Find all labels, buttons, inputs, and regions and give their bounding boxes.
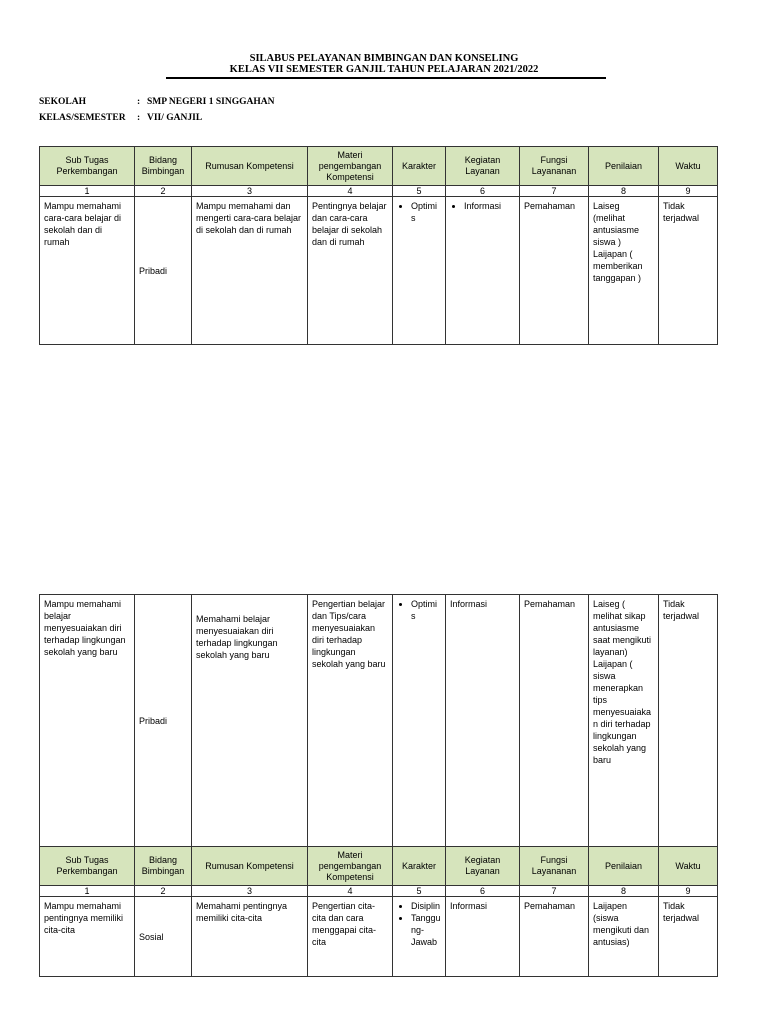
cell-karakter — [393, 897, 446, 977]
cell-bidang: Pribadi — [135, 595, 192, 847]
cell-fungsi: Pemahaman — [520, 897, 589, 977]
column-number: 8 — [589, 186, 659, 197]
column-number: 7 — [520, 886, 589, 897]
header-rumusan: Rumusan Kompetensi — [192, 847, 308, 886]
cell-penilaian: Laiseg ( melihat sikap antusiasme saat mengikuti layanan) Laijapan ( siswa menerapkan tips menyesuaiakan diri terhadap lingkungan sekolah yang baru — [589, 595, 659, 847]
cell-sub-tugas: Mampu memahami cara-cara belajar di sekolah dan di rumah — [40, 197, 135, 345]
karakter-item: • Optimis — [411, 200, 441, 224]
header-karakter: Karakter — [393, 147, 446, 186]
cell-fungsi: Pemahaman — [520, 197, 589, 345]
syllabus-table-2 — [39, 594, 718, 977]
header-penilaian: Penilaian — [589, 147, 659, 186]
column-number-row — [40, 186, 718, 197]
cell-waktu: Tidak terjadwal — [659, 595, 718, 847]
class-semester-value: VII/ GANJIL — [147, 113, 203, 123]
table-row — [40, 595, 718, 847]
cell-materi: Pengertian belajar dan Tips/cara menyesuaiakan diri terhadap lingkungan sekolah yang baru — [308, 595, 393, 847]
header-materi: Materi pengembangan Kompetensi — [308, 147, 393, 186]
document-title-line1: SILABUS PELAYANAN BIMBINGAN DAN KONSELING — [249, 53, 519, 64]
cell-waktu: Tidak terjadwal — [659, 897, 718, 977]
cell-materi: Pentingnya belajar dan cara-cara belajar di sekolah dan di rumah — [308, 197, 393, 345]
column-number: 9 — [659, 186, 718, 197]
cell-rumusan: Memahami belajar menyesuaiakan diri terhadap lingkungan sekolah yang baru — [192, 595, 308, 847]
cell-rumusan: Memahami pentingnya memiliki cita-cita — [192, 897, 308, 977]
cell-waktu: Tidak terjadwal — [659, 197, 718, 345]
table-row — [40, 897, 718, 977]
column-number: 4 — [308, 186, 393, 197]
column-number: 3 — [192, 186, 308, 197]
header-waktu: Waktu — [659, 147, 718, 186]
column-number: 3 — [192, 886, 308, 897]
header-row — [40, 847, 718, 886]
karakter-item: • Disiplin — [411, 900, 441, 912]
header-materi: Materi pengembangan Kompetensi — [308, 847, 393, 886]
cell-bidang: Sosial — [135, 897, 192, 977]
cell-karakter — [393, 197, 446, 345]
column-number: 8 — [589, 886, 659, 897]
column-number: 7 — [520, 186, 589, 197]
header-sub-tugas: Sub Tugas Perkembangan — [40, 147, 135, 186]
cell-kegiatan: Informasi — [446, 595, 520, 847]
cell-kegiatan — [446, 197, 520, 345]
cell-penilaian: Laiseg (melihat antusiasme siswa ) Laijapan ( memberikan tanggapan ) — [589, 197, 659, 345]
cell-fungsi: Pemahaman — [520, 595, 589, 847]
header-waktu: Waktu — [659, 847, 718, 886]
header-fungsi: Fungsi Layananan — [520, 147, 589, 186]
kegiatan-item: • Informasi — [464, 200, 515, 212]
header-penilaian: Penilaian — [589, 847, 659, 886]
column-number-row — [40, 886, 718, 897]
column-number: 5 — [393, 886, 446, 897]
cell-kegiatan: Informasi — [446, 897, 520, 977]
column-number: 6 — [446, 186, 520, 197]
header-karakter: Karakter — [393, 847, 446, 886]
header-bidang: Bidang Bimbingan — [135, 147, 192, 186]
header-kegiatan: Kegiatan Layanan — [446, 147, 520, 186]
table-row — [40, 197, 718, 345]
cell-bidang: Pribadi — [135, 197, 192, 345]
karakter-item: • Optimis — [411, 598, 441, 622]
column-number: 1 — [40, 186, 135, 197]
cell-rumusan: Mampu memahami dan mengerti cara-cara belajar di sekolah dan di rumah — [192, 197, 308, 345]
header-kegiatan: Kegiatan Layanan — [446, 847, 520, 886]
school-value: SMP NEGERI 1 SINGGAHAN — [147, 97, 275, 107]
cell-materi: Pengertian cita-cita dan cara menggapai cita-cita — [308, 897, 393, 977]
column-number: 2 — [135, 186, 192, 197]
column-number: 9 — [659, 886, 718, 897]
header-sub-tugas: Sub Tugas Perkembangan — [40, 847, 135, 886]
column-number: 6 — [446, 886, 520, 897]
header-bidang: Bidang Bimbingan — [135, 847, 192, 886]
header-rumusan: Rumusan Kompetensi — [192, 147, 308, 186]
karakter-item: • Tanggung-Jawab — [411, 912, 441, 948]
document-title-line2: KELAS VII SEMESTER GANJIL TAHUN PELAJARAN 2021/2022 — [229, 64, 539, 75]
cell-sub-tugas: Mampu memahami belajar menyesuaiakan diri terhadap lingkungan sekolah yang baru — [40, 595, 135, 847]
column-number: 4 — [308, 886, 393, 897]
cell-karakter — [393, 595, 446, 847]
class-semester-label: KELAS/SEMESTER — [39, 113, 126, 123]
class-semester-separator: : — [137, 113, 141, 123]
column-number: 2 — [135, 886, 192, 897]
title-underline — [166, 77, 606, 79]
cell-sub-tugas: Mampu memahami pentingnya memiliki cita-cita — [40, 897, 135, 977]
header-row — [40, 147, 718, 186]
syllabus-table-1 — [39, 146, 718, 345]
column-number: 5 — [393, 186, 446, 197]
school-label: SEKOLAH — [39, 97, 86, 107]
column-number: 1 — [40, 886, 135, 897]
cell-penilaian: Laijapen (siswa mengikuti dan antusias) — [589, 897, 659, 977]
school-separator: : — [137, 97, 141, 107]
header-fungsi: Fungsi Layananan — [520, 847, 589, 886]
